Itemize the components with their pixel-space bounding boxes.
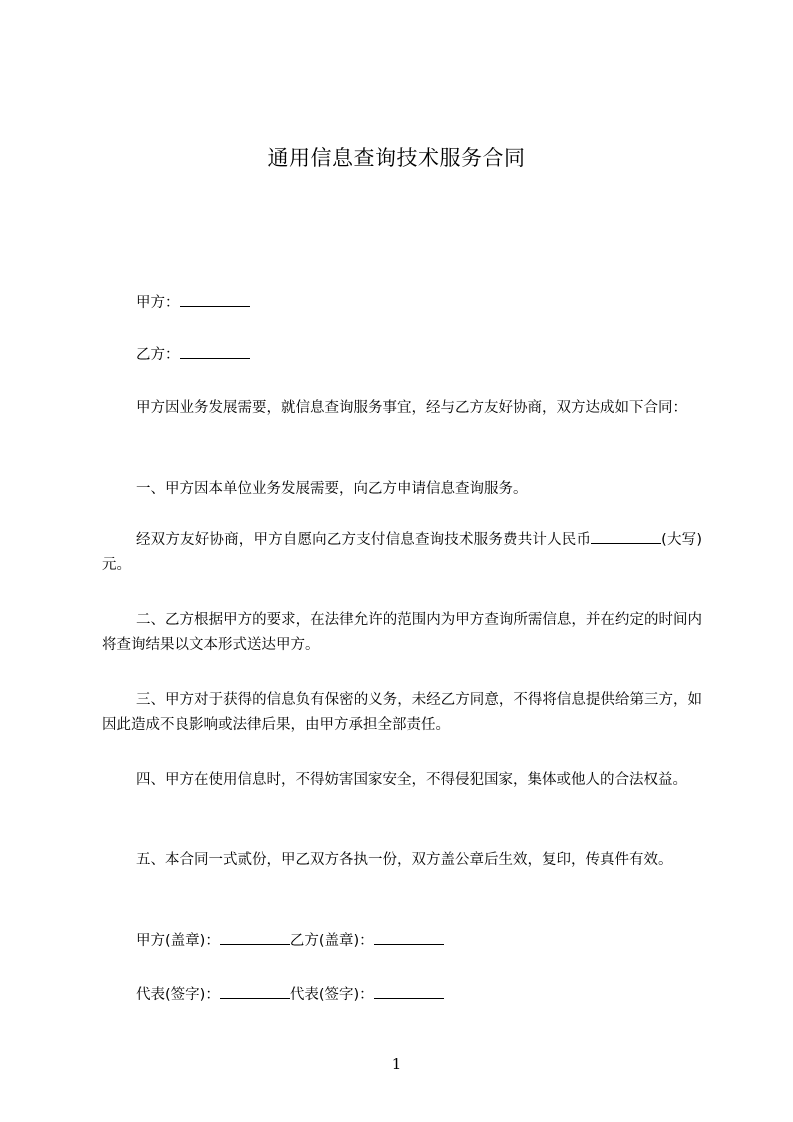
- party-b-blank: [180, 344, 250, 359]
- party-a-line: [136, 292, 250, 313]
- page-number: 1: [391, 1055, 402, 1073]
- party-a-seal-label: 甲方(盖章)：: [136, 933, 220, 949]
- clause-1: 一、甲方因本单位业务发展需要，向乙方申请信息查询服务。: [136, 481, 528, 497]
- party-b-rep-blank: [374, 984, 444, 999]
- fee-amount-blank: [591, 529, 655, 544]
- party-b-seal-blank: [374, 930, 444, 945]
- representative-line: [136, 984, 444, 1005]
- party-a-blank: [180, 292, 250, 307]
- party-b-line: [136, 344, 250, 365]
- party-a-rep-blank: [220, 984, 290, 999]
- clause-5: 五、本合同一式贰份，甲乙双方各执一份，双方盖公章后生效，复印，传真件有效。: [136, 852, 673, 868]
- clause-3: 三、甲方对于获得的信息负有保密的义务，未经乙方同意，不得将信息提供给第三方，如因此造成不良影响或法律后果，由甲方承担全部责任。: [102, 692, 702, 733]
- clause-2: 二、乙方根据甲方的要求，在法律允许的范围内为甲方查询所需信息，并在约定的时间内将查询结果以文本形式送达甲方。: [102, 612, 702, 653]
- intro-paragraph: 甲方因业务发展需要，就信息查询服务事宜，经与乙方友好协商，双方达成如下合同：: [136, 400, 687, 416]
- party-a-label: 甲方：: [136, 295, 180, 311]
- party-b-rep-label: 代表(签字)：: [289, 987, 374, 1003]
- party-a-rep-label: 代表(签字)：: [136, 987, 220, 1003]
- seal-line: [136, 930, 444, 951]
- fee-paragraph: [102, 528, 702, 578]
- fee-text-after: (大写)元。: [102, 532, 702, 573]
- clause-4: 四、甲方在使用信息时，不得妨害国家安全，不得侵犯国家，集体或他人的合法权益。: [136, 772, 687, 788]
- party-b-seal-label: 乙方(盖章)：: [289, 933, 374, 949]
- party-b-label: 乙方：: [136, 347, 180, 363]
- fee-text-before: 经双方友好协商，甲方自愿向乙方支付信息查询技术服务费共计人民币: [136, 532, 592, 548]
- document-title: 通用信息查询技术服务合同: [267, 146, 526, 170]
- party-a-seal-blank: [220, 930, 290, 945]
